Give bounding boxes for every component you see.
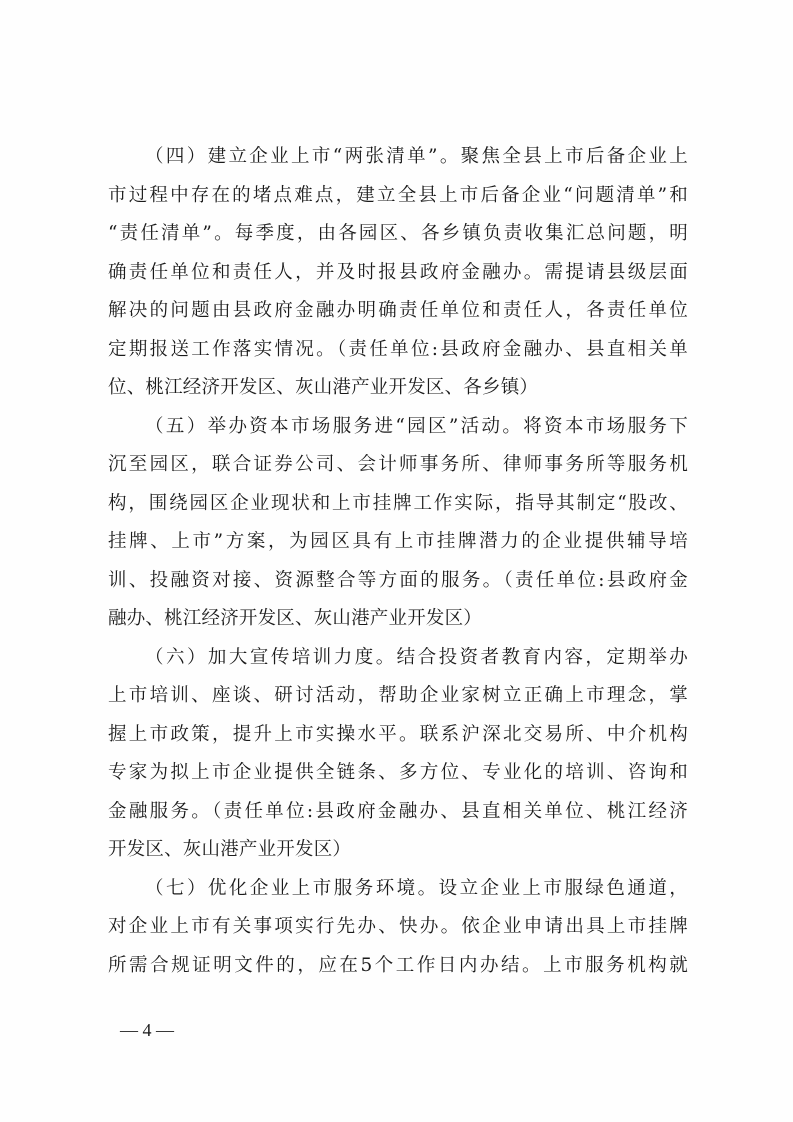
paragraph-6-line-2: 上市培训、座谈、研讨活动，帮助企业家树立正确上市理念，掌: [108, 685, 688, 706]
paragraph-7-line-1: （七）优化企业上市服务环境。设立企业上市服绿色通道，: [145, 877, 688, 899]
paragraph-6-line-4: 专家为拟上市企业提供全链条、多方位、专业化的培训、咨询和: [108, 762, 688, 783]
paragraph-4-line-3: “责任清单”。每季度，由各园区、各乡镇负责收集汇总问题，明: [108, 223, 688, 244]
paragraph-7-line-3: 所需合规证明文件的，应在5个工作日内办结。上市服务机构就: [108, 954, 688, 976]
paragraph-6-line-1: （六）加大宣传培训力度。结合投资者教育内容，定期举办: [145, 646, 688, 668]
page-number: — 4 —: [120, 1020, 174, 1040]
paragraph-4-line-4: 确责任单位和责任人，并及时报县政府金融办。需提请县级层面: [108, 261, 688, 283]
paragraph-7-line-2: 对企业上市有关事项实行先办、快办。依企业申请出具上市挂牌: [108, 916, 688, 937]
paragraph-4-line-2: 市过程中存在的堵点难点，建立全县上市后备企业“问题清单”和: [108, 184, 688, 206]
paragraph-6-line-6: 开发区、灰山港产业开发区）: [108, 839, 352, 860]
paragraph-5-line-6: 融办、桃江经济开发区、灰山港产业开发区）: [108, 608, 483, 629]
paragraph-5-line-1: （五）举办资本市场服务进“园区”活动。将资本市场服务下: [145, 415, 688, 437]
body-text: [108, 138, 688, 985]
paragraph-6-line-5: 金融服务。（责任单位:县政府金融办、县直相关单位、桃江经济: [108, 800, 688, 822]
paragraph-5-line-4: 挂牌、上市”方案，为园区具有上市挂牌潜力的企业提供辅导培: [108, 531, 688, 552]
paragraph-5-line-5: 训、投融资对接、资源整合等方面的服务。（责任单位:县政府金: [108, 569, 688, 591]
paragraph-4-line-5: 解决的问题由县政府金融办明确责任单位和责任人，各责任单位: [108, 300, 688, 321]
paragraph-6-line-3: 握上市政策，提升上市实操水平。联系沪深北交易所、中介机构: [108, 723, 688, 745]
paragraph-4-line-1: （四）建立企业上市“两张清单”。聚焦全县上市后备企业上: [145, 146, 688, 167]
paragraph-4-line-7: 位、桃江经济开发区、灰山港产业开发区、各乡镇）: [108, 377, 539, 398]
paragraph-5-line-2: 沉至园区，联合证券公司、会计师事务所、律师事务所等服务机: [108, 454, 688, 475]
paragraph-4-line-6: 定期报送工作落实情况。（责任单位:县政府金融办、县直相关单: [108, 338, 688, 360]
paragraph-5-line-3: 构，围绕园区企业现状和上市挂牌工作实际，指导其制定“股改、: [108, 492, 688, 514]
